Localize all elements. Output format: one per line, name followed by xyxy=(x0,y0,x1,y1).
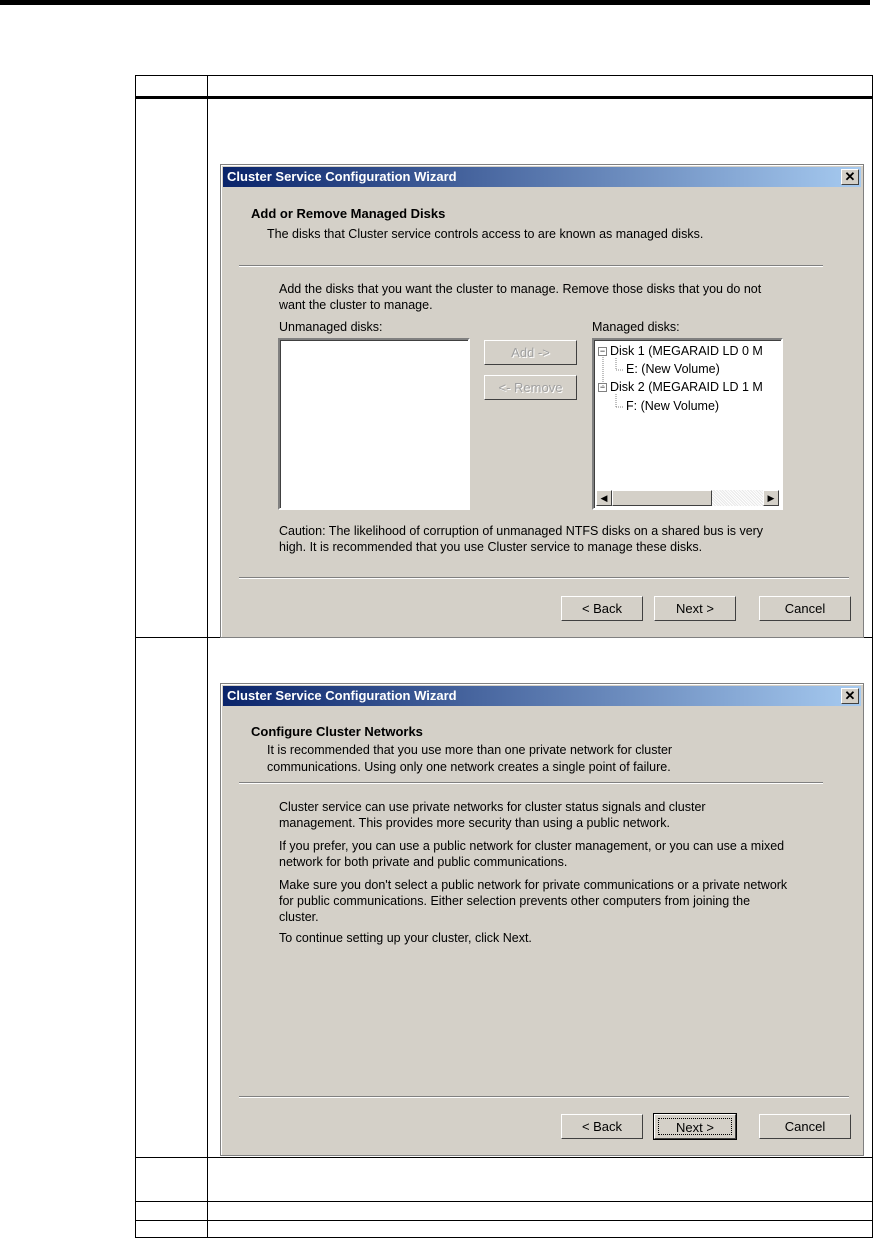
page-heading: Configure Cluster Networks xyxy=(251,724,423,739)
back-button[interactable]: < Back xyxy=(561,1114,643,1139)
next-button[interactable] xyxy=(654,1114,736,1139)
collapse-icon[interactable]: − xyxy=(599,346,606,357)
info-paragraph-2: If you prefer, you can use a public network for cluster management, or you can use a mixed network for both private and public communications. xyxy=(279,839,785,869)
unmanaged-disks-list[interactable] xyxy=(278,338,470,510)
tree-connector-lines xyxy=(594,340,634,420)
info-paragraph-3: Make sure you don't select a public network for private communications or a private network for public communications. Either selection prevents other computers from joining the cluster. xyxy=(279,878,788,924)
title-bar xyxy=(223,686,861,706)
info-paragraph-1: Cluster service can use private networks for cluster status signals and cluster management. This provides more security than using a public network. xyxy=(279,800,706,830)
wizard-dialog-managed-disks xyxy=(220,164,864,638)
close-icon: ✕ xyxy=(844,688,856,703)
page-heading: Add or Remove Managed Disks xyxy=(251,206,446,221)
info-paragraph-4: To continue setting up your cluster, click Next. xyxy=(279,931,532,945)
table-row-rule xyxy=(135,1201,873,1202)
tree-item-volume-e[interactable] xyxy=(626,362,720,376)
instruction-text: Add the disks that you want the cluster to manage. Remove those disks that you do not want the cluster to manage. xyxy=(279,282,762,312)
scroll-left-button[interactable] xyxy=(596,490,612,506)
table-row-rule xyxy=(135,1220,873,1221)
managed-disks-tree[interactable] xyxy=(592,338,783,510)
tree-item-label: F: (New Volume) xyxy=(626,399,720,413)
remove-button[interactable]: <- Remove xyxy=(484,375,577,400)
close-icon: ✕ xyxy=(844,169,856,184)
managed-disks-label: Managed disks: xyxy=(592,320,680,334)
tree-item-label: E: (New Volume) xyxy=(626,362,720,376)
tree-item-volume-f[interactable] xyxy=(626,399,719,413)
wizard-dialog-cluster-networks xyxy=(220,683,864,1156)
caution-text: Caution: The likelihood of corruption of unmanaged NTFS disks on a shared bus is very high. It is recommended that you use Cluster service to manage these disks. xyxy=(279,524,764,554)
table-row-rule xyxy=(135,1157,873,1158)
arrow-right-icon: ▶ xyxy=(767,493,775,503)
scroll-right-button[interactable] xyxy=(763,490,779,506)
page-top-rule xyxy=(0,0,870,5)
cancel-button[interactable]: Cancel xyxy=(759,596,851,621)
page-subtitle: It is recommended that you use more than one private network for cluster communications. Using only one network creates a single point of failure. xyxy=(267,743,673,774)
collapse-icon[interactable]: − xyxy=(599,382,606,393)
scroll-thumb[interactable] xyxy=(612,490,712,506)
back-button[interactable]: < Back xyxy=(561,596,643,621)
header-separator xyxy=(239,782,823,784)
next-button-label: Next > xyxy=(658,1118,732,1135)
close-button[interactable] xyxy=(841,169,859,185)
cancel-button[interactable]: Cancel xyxy=(759,1114,851,1139)
table-header-rule xyxy=(135,96,873,99)
horizontal-scrollbar[interactable] xyxy=(596,490,779,506)
next-button[interactable]: Next > xyxy=(654,596,736,621)
arrow-left-icon: ◀ xyxy=(600,493,608,503)
add-button[interactable]: Add -> xyxy=(484,340,577,365)
table-column-divider xyxy=(207,75,208,1238)
unmanaged-disks-label: Unmanaged disks: xyxy=(279,320,383,334)
footer-separator xyxy=(239,1096,849,1098)
tree-item-label: Disk 1 (MEGARAID LD 0 M xyxy=(610,344,763,358)
title-bar xyxy=(223,167,861,187)
close-button[interactable] xyxy=(841,688,859,704)
window-title: Cluster Service Configuration Wizard xyxy=(227,169,457,184)
tree-item-label: Disk 2 (MEGARAID LD 1 M xyxy=(610,380,763,394)
header-separator xyxy=(239,265,823,267)
footer-separator xyxy=(239,577,849,579)
window-title: Cluster Service Configuration Wizard xyxy=(227,688,457,703)
page-subtitle: The disks that Cluster service controls access to are known as managed disks. xyxy=(267,227,704,241)
